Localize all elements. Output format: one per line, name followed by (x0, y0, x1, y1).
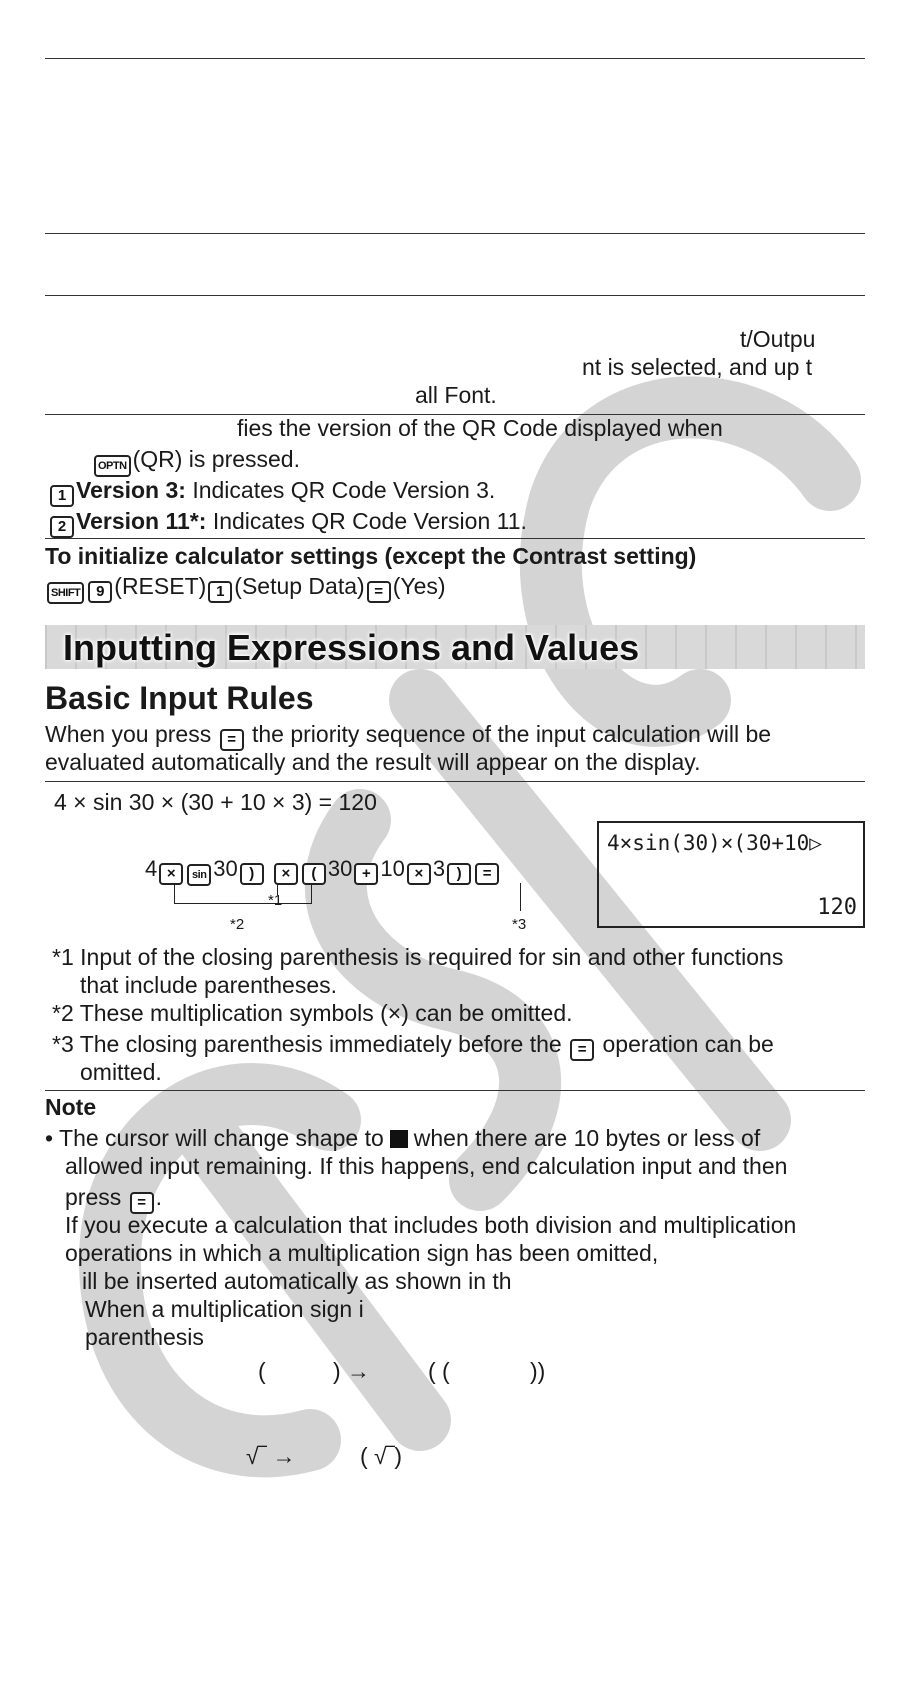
init-settings-keys (45, 572, 446, 604)
digit: 10 (380, 856, 405, 881)
qr-version3-line (48, 476, 495, 507)
yes-text: (Yes) (392, 573, 446, 599)
p1-text-a: When you press (45, 721, 212, 747)
note-bullet-1 (45, 1124, 760, 1152)
qr-description: fies the version of the QR Code displayed when (237, 415, 723, 441)
equals-key: = (130, 1192, 154, 1214)
example-fragment: √‾ → (246, 1443, 296, 1469)
mark-2: *2 (230, 916, 245, 933)
basic-paragraph-line1 (45, 720, 771, 751)
rule (45, 58, 865, 59)
note-line: allowed input remaining. If this happens, end calculation input and then (65, 1153, 788, 1179)
fragment-text: all Font. (415, 382, 497, 408)
digit: 3 (432, 856, 446, 881)
equals-key: = (220, 729, 244, 751)
version11-label: Version 11*: (76, 508, 207, 534)
display-input-line: 4×sin(30)×(30+10▷ (607, 831, 822, 855)
footnote-3-text-b: operation can be (602, 1031, 774, 1057)
footnote-3-text-a: *3 The closing parenthesis immediately before the (52, 1031, 562, 1057)
rule (45, 295, 865, 296)
init-settings-title: To initialize calculator settings (except the Contrast setting) (45, 543, 697, 569)
cursor-shape-icon (390, 1130, 408, 1148)
example-fragment: ) → (333, 1358, 371, 1384)
qr-optn-text: (QR) is pressed. (132, 446, 300, 472)
note-text: when there are 10 bytes or less of (413, 1125, 761, 1151)
example-fragment: ( √‾) (360, 1443, 402, 1469)
mark-3: *3 (512, 916, 527, 933)
example-expression: 4 × sin 30 × (30 + 10 × 3) = 120 (54, 789, 377, 815)
fragment-text: t/Outpu (740, 326, 816, 352)
close-paren-key: ) (240, 863, 264, 885)
equals-key: = (570, 1039, 594, 1061)
reset-text: (RESET) (114, 573, 207, 599)
footnote-2: *2 These multiplication symbols (×) can be omitted. (52, 1000, 573, 1026)
basic-paragraph-line2: evaluated automatically and the result will appear on the display. (45, 749, 701, 775)
version3-text: Indicates QR Code Version 3. (192, 477, 496, 503)
rule (45, 538, 865, 539)
footnote-3-cont: omitted. (80, 1059, 162, 1085)
qr-version11-line (48, 507, 527, 538)
mark-bracket (174, 883, 312, 904)
calculator-display (597, 821, 865, 928)
key-9: 9 (88, 581, 112, 603)
plus-key: + (354, 863, 378, 885)
basic-input-rules-heading: Basic Input Rules (45, 680, 314, 716)
key-1: 1 (208, 581, 232, 603)
mark-1: *1 (268, 892, 283, 909)
version3-label: Version 3: (76, 477, 186, 503)
key-sequence (145, 855, 501, 886)
note-title: Note (45, 1094, 97, 1120)
key-1: 1 (50, 485, 74, 507)
optn-key: OPTN (94, 455, 131, 477)
example-fragment: ( ( (428, 1358, 450, 1384)
setup-data-text: (Setup Data) (234, 573, 365, 599)
note-line: ill be inserted automatically as shown in th (82, 1268, 512, 1294)
fragment-text: nt is selected, and up t (582, 354, 813, 380)
digit: 4 (145, 856, 158, 881)
p1-text-b: the priority sequence of the input calculation will be (251, 721, 772, 747)
shift-key: SHIFT (47, 582, 84, 604)
qr-optn-line (92, 445, 300, 477)
example-fragment: ( (258, 1358, 266, 1384)
note-line: parenthesis (85, 1324, 204, 1350)
note-line: If you execute a calculation that includes both division and multiplication (65, 1212, 797, 1238)
digit: 30 (327, 856, 353, 881)
key-2: 2 (50, 516, 74, 538)
open-paren-key: ( (302, 863, 326, 885)
note-text: • The cursor will change shape to (45, 1125, 384, 1151)
section-title: Inputting Expressions and Values (63, 627, 640, 668)
equals-key: = (475, 863, 499, 885)
display-result: 120 (817, 895, 857, 920)
note-line: operations in which a multiplication sign has been omitted, (65, 1240, 659, 1266)
sin-key: sin (187, 864, 211, 886)
close-paren-key: ) (447, 863, 471, 885)
footnote-3 (52, 1030, 774, 1061)
rule (45, 781, 865, 782)
example-fragment: )) (530, 1358, 546, 1384)
section-banner (45, 625, 865, 669)
footnote-1-cont: that include parentheses. (80, 972, 338, 998)
note-line: press = . (65, 1183, 162, 1214)
digit: 30 (213, 856, 238, 881)
version11-text: Indicates QR Code Version 11. (212, 508, 527, 534)
rule (45, 233, 865, 234)
multiply-key: × (159, 863, 183, 885)
note-line: When a multiplication sign i (85, 1296, 364, 1322)
mark-tick (520, 883, 521, 911)
footnote-1: *1 Input of the closing parenthesis is required for sin and other functions (52, 944, 784, 970)
equals-key: = (367, 581, 391, 603)
rule (45, 1090, 865, 1091)
note-text: press (65, 1184, 122, 1210)
multiply-key: × (274, 863, 298, 885)
multiply-key: × (407, 863, 431, 885)
